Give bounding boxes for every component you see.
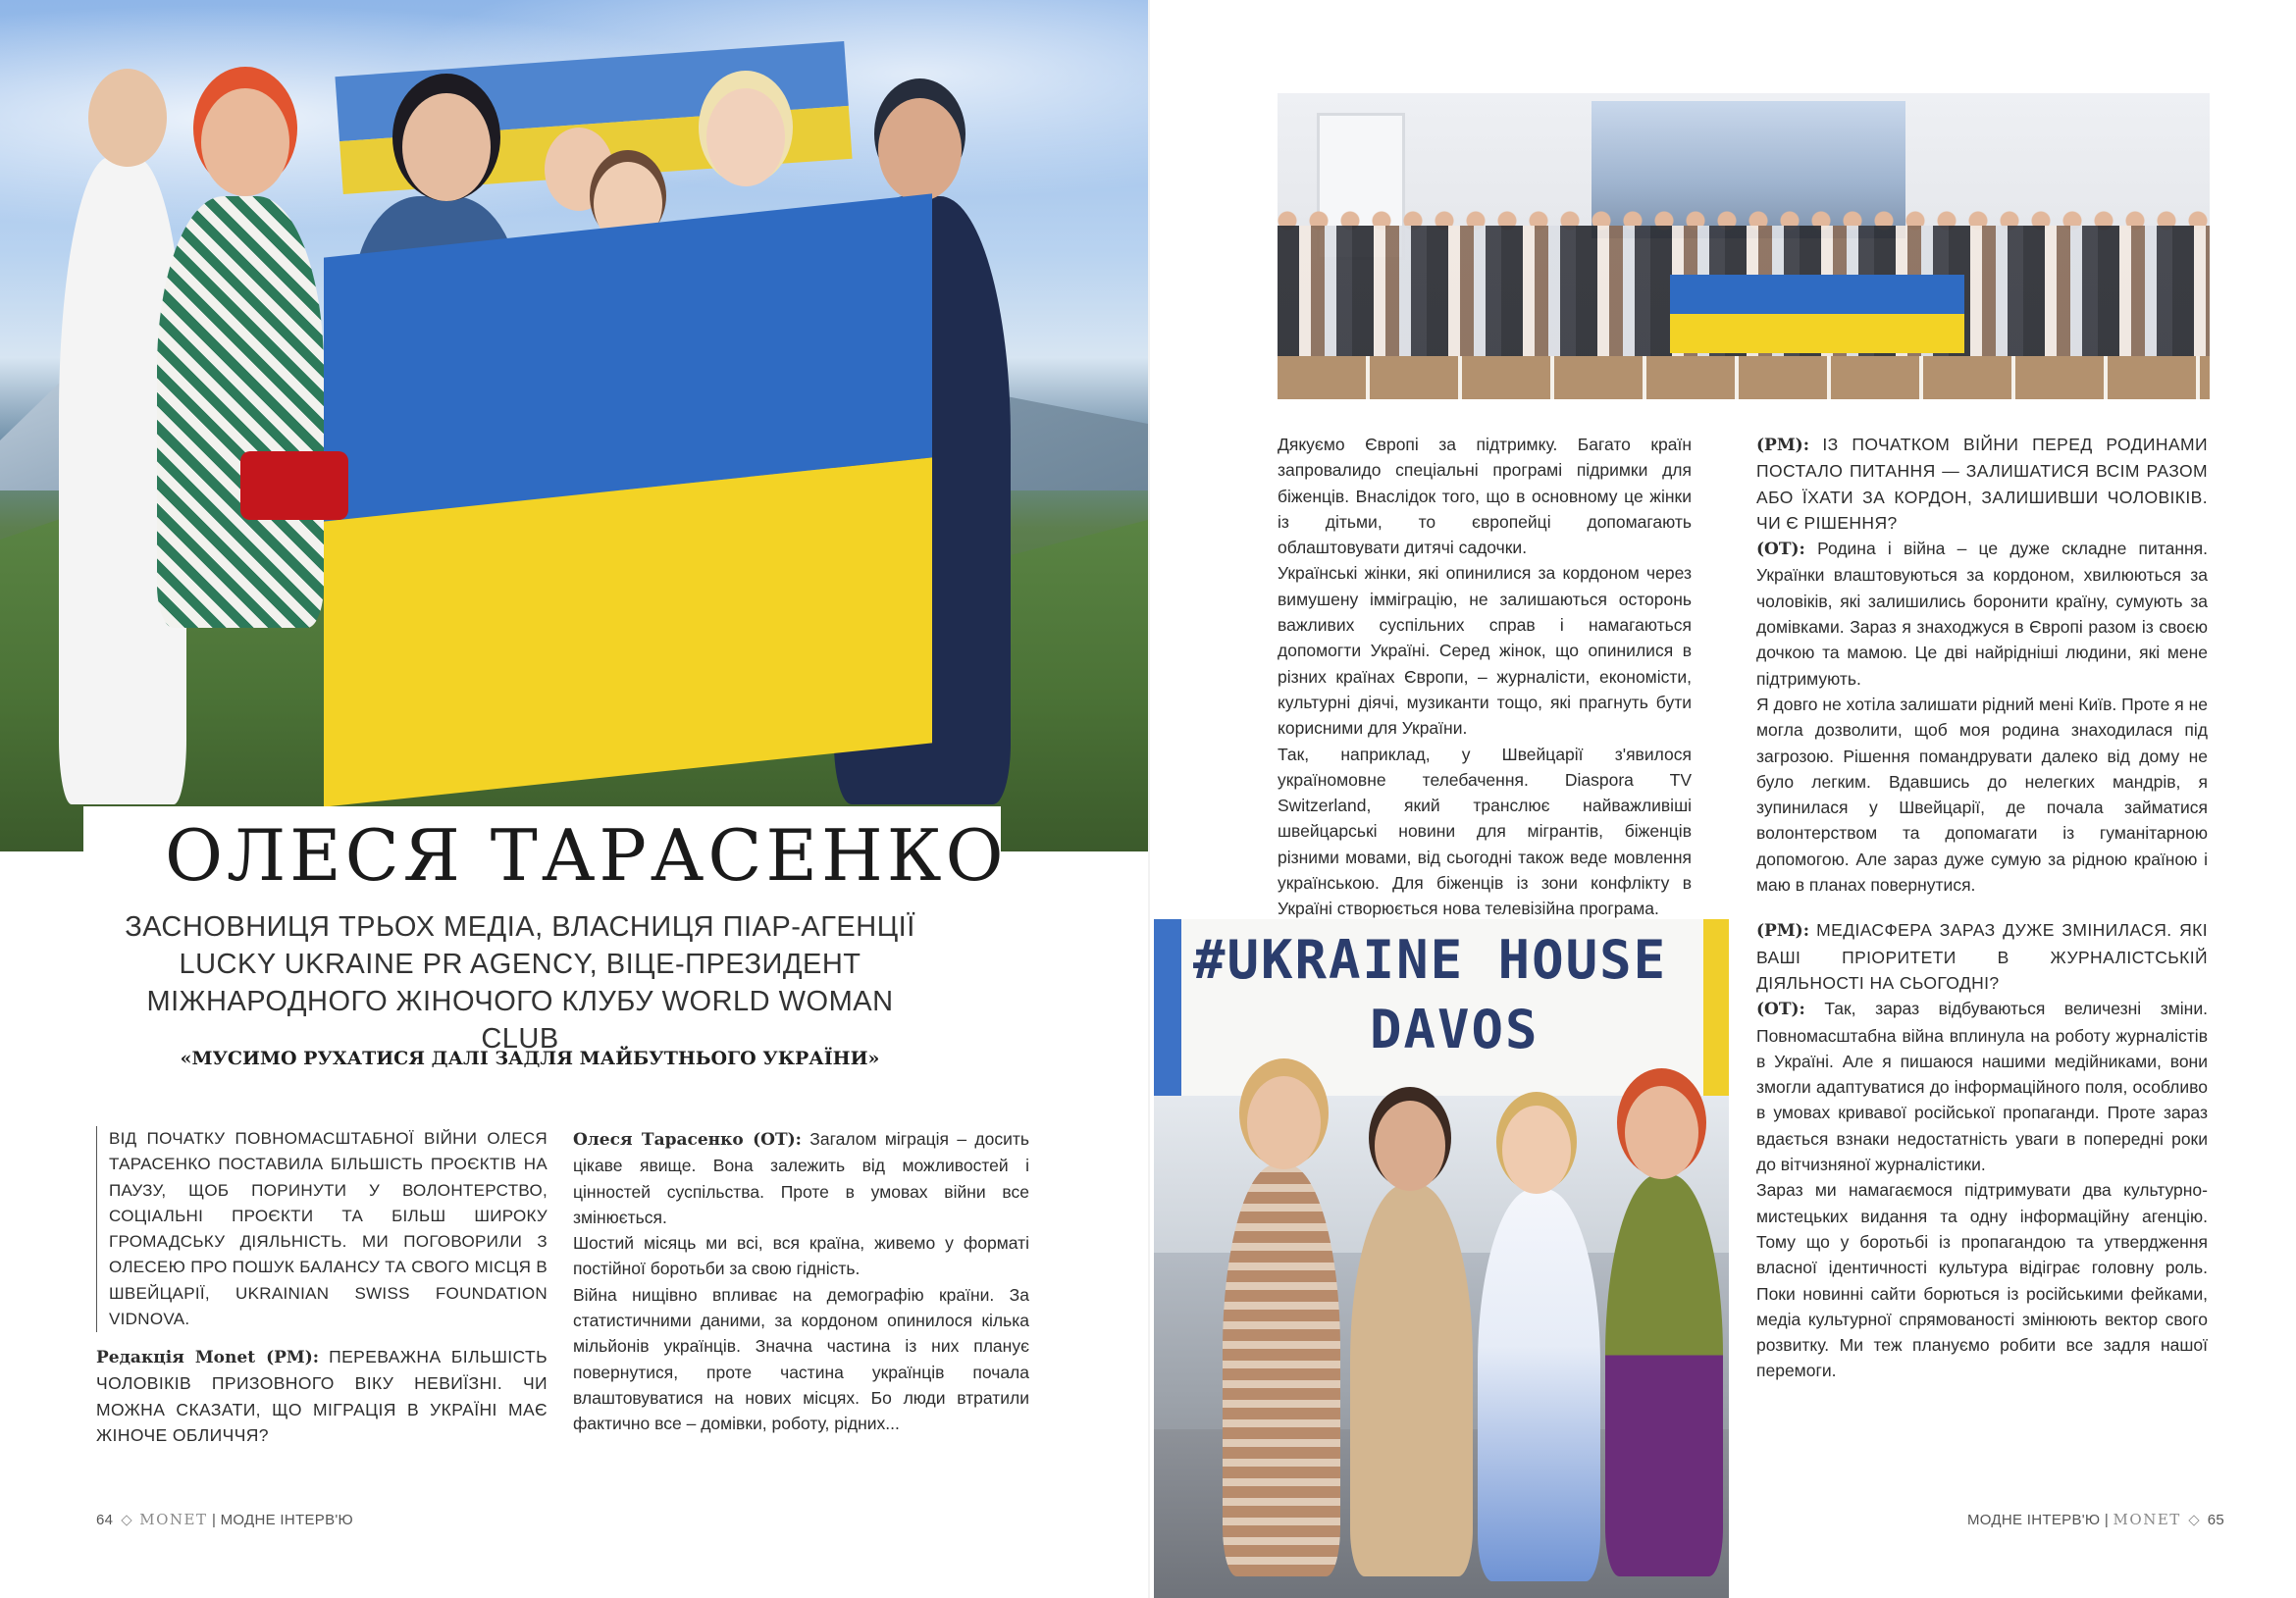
article-subtitle: ЗАСНОВНИЦЯ ТРЬОХ МЕДІА, ВЛАСНИЦЯ ПІАР-АГЕНЦІЇ LUCKY UKRAINE PR AGENCY, ВІЦЕ-ПРЕЗИДЕНТ МІЖНАРОДНОГО ЖІНОЧОГО КЛУБУ WORLD WOMAN CLUB bbox=[125, 911, 915, 1055]
ukrainian-flag-front bbox=[324, 193, 932, 806]
answer-2-paragraph-2: Я довго не хотіла залишати рідний мені Київ. Проте я не могла дозволити, щоб моя родина знаходилася під загрозою. Рішення помандрувати далеко від дому не було легким. Вдавшись до нелегких мандрів, я зупинилася у Швейцарії, де почала займатися волонтерством та допомагати із гуманітарною допомогою. Але зараз дуже сумую за рідною країною і маю в планах повернутися. bbox=[1756, 694, 2208, 896]
conference-tables bbox=[1278, 356, 2210, 399]
paragraph-diaspora-tv: Так, наприклад, у Швейцарії з'явилося україномовне телебачення. Diaspora TV Switzerland, який транслює найважливіші швейцарські новини для мігрантів, біженців різними мовами, від сьогодні також веде мовлення українською. Для біженців із зони конфлікту в Україні створюється нова телевізійна програма. bbox=[1278, 744, 1692, 919]
ukraine-house-sign bbox=[1193, 929, 1703, 1060]
right-column-1 bbox=[1278, 432, 1692, 922]
question-2-label: (РМ): bbox=[1756, 436, 1809, 455]
answer-2-paragraph-1: Родина і війна – це дуже складне питання. Українки влаштовуються за кордоном, хвилюються за чоловіків, які залишились боронити країну, сумують за домівками. Зараз я знаходжуся в Європі разом із своєю дочкою та мамою. Це дві найрідніші людини, які мене підтримують. bbox=[1756, 539, 2208, 689]
question-3-text: МЕДІАСФЕРА ЗАРАЗ ДУЖЕ ЗМІНИЛАСЯ. ЯКІ ВАШІ ПРІОРИТЕТИ В ЖУРНАЛІСТСЬКІЙ ДІЯЛЬНОСТІ НА СЬОГОДНІ? bbox=[1756, 920, 2208, 993]
article-quote: «МУСИМО РУХАТИСЯ ДАЛІ ЗАДЛЯ МАЙБУТНЬОГО УКРАЇНИ» bbox=[180, 1048, 880, 1069]
paragraph-ukrainian-women: Українські жінки, які опинилися за кордоном через вимушену імміграцію, не залишаються осторонь важливих суспільних справ і намагаються допомогти Україні. Серед жінок, що опинилися в різних країнах Європи, – журналісти, економісти, культурні діячі, музиканти тощо, які прагнуть бути корисними для України. bbox=[1278, 563, 1692, 739]
conference-group-photo bbox=[1278, 93, 2210, 399]
question-1-text: ПЕРЕВАЖНА БІЛЬШІСТЬ ЧОЛОВІКІВ ПРИЗОВНОГО ВІКУ НЕВИЇЗНІ. ЧИ МОЖНА СКАЗАТИ, ЩО МІГРАЦІЯ В УКРАЇНІ МАЄ ЖІНОЧЕ ОБЛИЧЧЯ? bbox=[96, 1347, 548, 1445]
woman-4-head bbox=[1625, 1086, 1698, 1179]
answer-1-column bbox=[573, 1126, 1029, 1437]
woman-1-head bbox=[1247, 1076, 1321, 1169]
page-number-right: 65 bbox=[2207, 1512, 2225, 1528]
article-title: ОЛЕСЯ ТАРАСЕНКО bbox=[165, 814, 1008, 897]
footer-right: МОДНЕ ІНТЕРВ'Ю | MONET 65 bbox=[1967, 1511, 2225, 1528]
sign-line-1: #UKRAINE HOUSE bbox=[1193, 929, 1668, 991]
woman-3-head bbox=[1502, 1106, 1571, 1194]
question-1 bbox=[96, 1344, 548, 1448]
right-column-2 bbox=[1756, 432, 2208, 1384]
person-3-head bbox=[402, 93, 491, 201]
ukrainian-flag-conference bbox=[1670, 275, 1964, 353]
page-number-left: 64 bbox=[96, 1512, 114, 1528]
brand-logo-left: MONET bbox=[139, 1511, 208, 1528]
person-6-head bbox=[878, 98, 962, 201]
answer-3-paragraph-1: Так, зараз відбуваються величезні зміни. Повномасштабна війна вплинула на роботу журналістів в Україні. Але я пишаюся нашими медійниками, вони змогли адаптуватися до інформаційного поля, особливо в умовах кривавої російської пропаганди. Проте зараз вдається взнаки недостатність уваги в попередні роки до вітчизняної журналістики. bbox=[1756, 999, 2208, 1175]
answer-1-paragraph-3: Війна нищівно впливає на демографію країни. За статистичними даними, за кордоном опинилося кілька мільйонів українців. Значна частина із них планує повернутися, проте частина українців почала влаштовуватися на нових місцях. Бо люди втратили фактично все – домівки, роботу, рідних... bbox=[573, 1284, 1029, 1434]
answer-3-label: (ОТ): bbox=[1756, 1000, 1805, 1020]
red-handbag bbox=[240, 451, 348, 520]
sign-line-2: DAVOS bbox=[1370, 999, 1539, 1060]
answer-1-label: Олеся Тарасенко (ОТ): bbox=[573, 1130, 802, 1150]
diamond-icon bbox=[121, 1515, 131, 1525]
paragraph-europe-support: Дякуємо Європі за підтримку. Багато країн запровалидо спеціальні програмі підримки для біженців. Внаслідок того, що в основному це жінки із дітьми, то європейці допомагають облаштовувати дитячі садочки. bbox=[1278, 435, 1692, 558]
answer-1-paragraph-1: Загалом міграція – досить цікаве явище. Вона залежить від можливостей і цінностей суспільства. Проте в умовах війни все змінюється. bbox=[573, 1129, 1029, 1227]
brand-logo-right: MONET bbox=[2113, 1511, 2181, 1528]
diamond-icon bbox=[2189, 1515, 2200, 1525]
lead-paragraph: ВІД ПОЧАТКУ ПОВНОМАСШТАБНОЇ ВІЙНИ ОЛЕСЯ ТАРАСЕНКО ПОСТАВИЛА БІЛЬШІСТЬ ПРОЄКТІВ НА ПАУЗУ, ЩОБ ПОРИНУТИ У ВОЛОНТЕРСТВО, СОЦІАЛЬНІ ПРОЄКТИ ТА БІЛЬШ ШИРОКУ ГРОМАДСЬКУ ДІЯЛЬНІСТЬ. МИ ПОГОВОРИЛИ З ОЛЕСЕЮ ПРО ПОШУК БАЛАНСУ ТА СВОГО МІСЦЯ В ШВЕЙЦАРІЇ, UKRAINIAN SWISS FOUNDATION VIDNOVA. bbox=[96, 1126, 548, 1332]
woman-1 bbox=[1223, 1164, 1340, 1576]
davos-photo bbox=[1154, 919, 1729, 1598]
question-3-label: (РМ): bbox=[1756, 921, 1809, 942]
question-1-label: Редакція Monet (РМ): bbox=[96, 1348, 320, 1367]
woman-2-head bbox=[1375, 1101, 1445, 1191]
page-gutter bbox=[1148, 0, 1150, 1598]
person-5-head bbox=[706, 88, 785, 186]
woman-4 bbox=[1605, 1174, 1723, 1576]
person-2-head bbox=[201, 88, 289, 196]
question-2-text: ІЗ ПОЧАТКОМ ВІЙНИ ПЕРЕД РОДИНАМИ ПОСТАЛО ПИТАННЯ — ЗАЛИШАТИСЯ ВСІМ РАЗОМ АБО ЇХАТИ ЗА КОРДОН, ЗАЛИШИВШИ ЧОЛОВІКІВ. ЧИ Є РІШЕННЯ? bbox=[1756, 435, 2208, 533]
footer-left: 64 MONET | МОДНЕ ІНТЕРВ'Ю bbox=[96, 1511, 354, 1528]
answer-3-paragraph-2: Зараз ми намагаємося підтримувати два культурно-мистецьких видання та одну інформаційну агенцію. Тому що у боротьбі із пропагандою та утвердження власної ідентичності культура відіграє головну роль. Поки новинні сайти борються із російськими фейками, медіа культурної спрямованості змінюють вектор свого розвитку. Ми теж плануємо робити все задля нашої перемоги. bbox=[1756, 1180, 2208, 1381]
answer-2-label: (ОТ): bbox=[1756, 540, 1805, 560]
section-name-right: МОДНЕ ІНТЕРВ'Ю bbox=[1967, 1512, 2101, 1528]
woman-2 bbox=[1350, 1184, 1473, 1576]
person-2 bbox=[157, 196, 324, 628]
answer-1-paragraph-2: Шостий місяць ми всі, вся країна, живемо у форматі постійної боротьби за свою гідність. bbox=[573, 1233, 1029, 1279]
section-name-left: МОДНЕ ІНТЕРВ'Ю bbox=[220, 1512, 354, 1528]
person-1-head bbox=[88, 69, 167, 167]
woman-3 bbox=[1478, 1189, 1600, 1581]
group-photo-mountain bbox=[0, 0, 1148, 851]
